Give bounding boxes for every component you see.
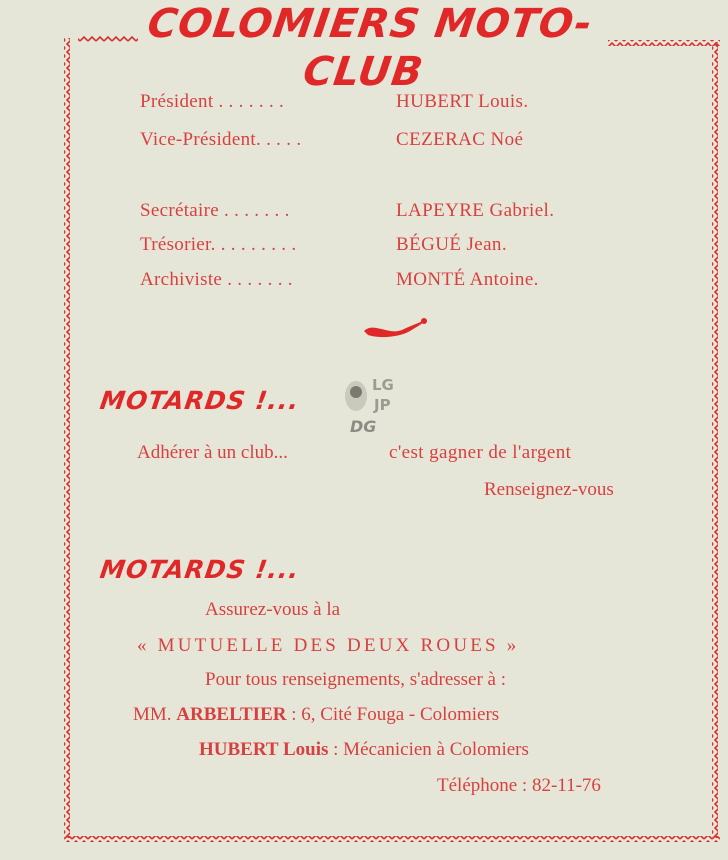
officer-role: Secrétaire . . . . . . . [140,200,290,221]
phone-line: Téléphone : 82-11-76 [437,775,601,796]
officer-name: HUBERT Louis. [396,91,529,112]
contact1-address: : 6, Cité Fouga - Colomiers [291,704,500,725]
section2-line3: Pour tous renseignements, s'adresser à : [205,669,507,690]
watermark-mid: JP [374,396,391,414]
contact2-name: HUBERT Louis [199,739,329,760]
section1-line1-left: Adhérer à un club... [137,442,288,463]
officer-row-archivist [140,266,660,296]
club-title: COLOMIERS MOTO-CLUB [144,1,596,95]
officer-name: BÉGUÉ Jean. [396,234,507,255]
officer-name: CEZERAC Noé [396,129,524,150]
officer-role: Trésorier. . . . . . . . . [140,234,297,255]
section1-heading: MOTARDS !... [98,386,302,415]
section2-mutuelle: « MUTUELLE DES DEUX ROUES » [137,635,520,656]
watermark-stamp [340,372,420,442]
contact1-prefix: MM. [133,704,172,725]
officer-role: Vice-Président. . . . . [140,129,302,150]
section2-heading: MOTARDS !... [98,555,302,584]
contact1-row [133,701,499,729]
watermark-bottom: DG [350,417,377,436]
contact2-row [199,736,529,764]
officer-name: MONTÉ Antoine. [396,269,539,290]
officer-row-treasurer [140,231,660,261]
section2-line1: Assurez-vous à la [205,599,341,620]
contact1-name: ARBELTIER [176,704,287,725]
watermark-top: LG [372,376,394,394]
section1-line1-right: c'est gagner de l'argent [389,442,572,463]
officer-row-secretary [140,197,660,227]
flourish-ornament-icon [360,315,432,341]
officer-role: Archiviste . . . . . . . [140,269,293,290]
officer-row-vice-president [140,126,660,156]
officer-name: LAPEYRE Gabriel. [396,200,555,221]
section1-line2: Renseignez-vous [484,479,614,500]
officer-row-president [140,88,660,118]
officer-role: Président . . . . . . . [140,91,285,112]
contact2-detail: : Mécanicien à Colomiers [333,739,529,760]
